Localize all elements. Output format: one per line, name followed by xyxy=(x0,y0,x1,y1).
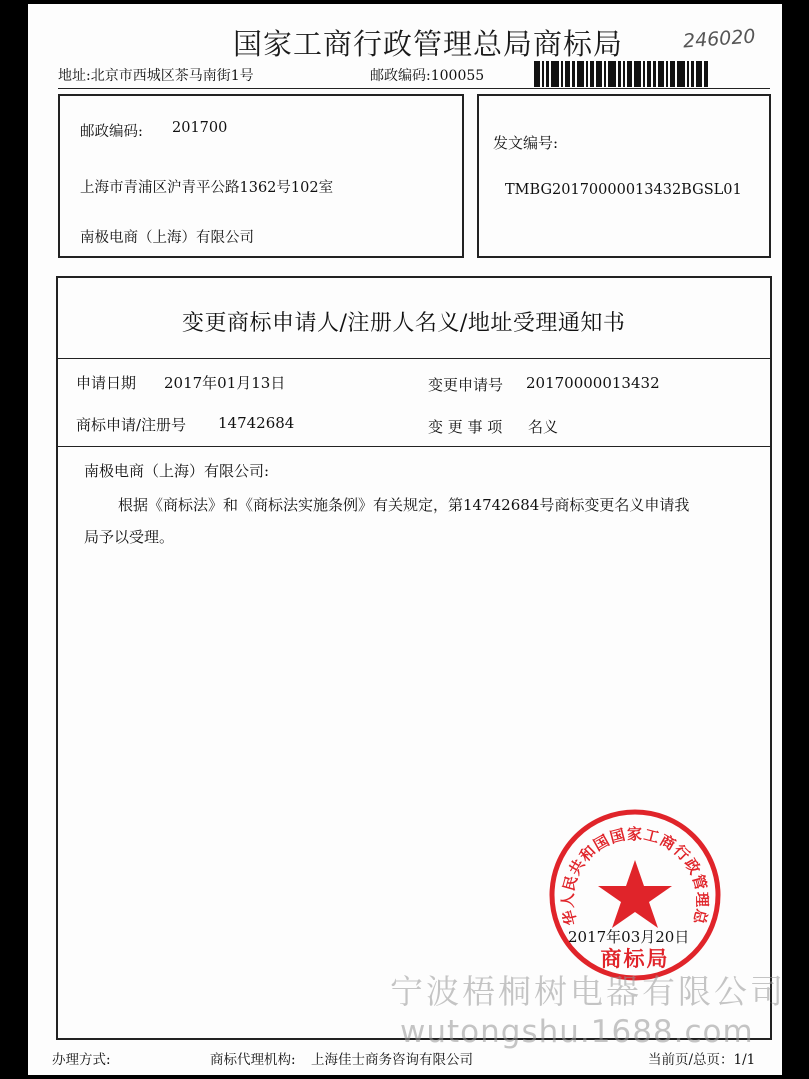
divider xyxy=(58,446,770,447)
notice-title: 变更商标申请人/注册人名义/地址受理通知书 xyxy=(182,311,626,336)
recipient-company: 南极电商（上海）有限公司 xyxy=(80,230,254,246)
recipient-box xyxy=(58,94,464,258)
issuer-postcode: 邮政编码:100055 xyxy=(370,68,485,84)
page-indicator: 当前页/总页：1/1 xyxy=(648,1052,756,1068)
document-number: TMBG20170000013432BGSL01 xyxy=(505,182,742,198)
watermark-url: wutongshu.1688.com xyxy=(400,1014,754,1050)
document-page xyxy=(28,4,786,1075)
agency-name: 上海佳士商务咨询有限公司 xyxy=(311,1052,473,1068)
change-number: 20170000013432 xyxy=(526,374,660,392)
application-date: 2017年01月13日 xyxy=(164,374,286,392)
registration-number: 14742684 xyxy=(218,414,295,432)
issuer-address: 地址:北京市西城区茶马南街1号 xyxy=(58,68,254,84)
divider xyxy=(58,358,770,359)
recipient-postcode-label: 邮政编码: xyxy=(80,124,143,140)
change-number-label: 变更申请号 xyxy=(428,376,504,394)
document-number-box xyxy=(477,94,771,258)
registration-number-label: 商标申请/注册号 xyxy=(76,416,187,434)
official-seal xyxy=(548,808,722,982)
barcode-icon xyxy=(534,61,770,87)
body-line: 局予以受理。 xyxy=(84,528,175,546)
salutation: 南极电商（上海）有限公司: xyxy=(84,462,270,480)
issuer-title: 国家工商行政管理总局商标局 xyxy=(233,27,624,61)
seal-bottom-text: 商标局 xyxy=(600,947,670,971)
document-number-label: 发文编号: xyxy=(493,134,559,152)
handling-method-label: 办理方式: xyxy=(52,1052,111,1068)
recipient-address: 上海市青浦区沪青平公路1362号102室 xyxy=(80,180,334,196)
agency-label: 商标代理机构: xyxy=(210,1052,296,1068)
change-item: 名义 xyxy=(528,418,559,436)
body-line: 根据《商标法》和《商标法实施条例》有关规定，第14742684号商标变更名义申请我 xyxy=(118,496,690,514)
seal-date: 2017年03月20日 xyxy=(568,928,690,946)
header-divider xyxy=(58,88,770,89)
seal-icon xyxy=(548,808,722,982)
star-icon xyxy=(598,860,672,928)
seal-ring-text: 华人民共和国国家工商行政管理总 xyxy=(558,824,712,928)
watermark-company: 宁波梧桐树电器有限公司 xyxy=(390,972,786,1011)
application-date-label: 申请日期 xyxy=(76,374,137,392)
handwritten-note: 246020 xyxy=(682,25,757,53)
change-item-label: 变 更 事 项 xyxy=(428,418,503,436)
recipient-postcode: 201700 xyxy=(172,120,228,136)
